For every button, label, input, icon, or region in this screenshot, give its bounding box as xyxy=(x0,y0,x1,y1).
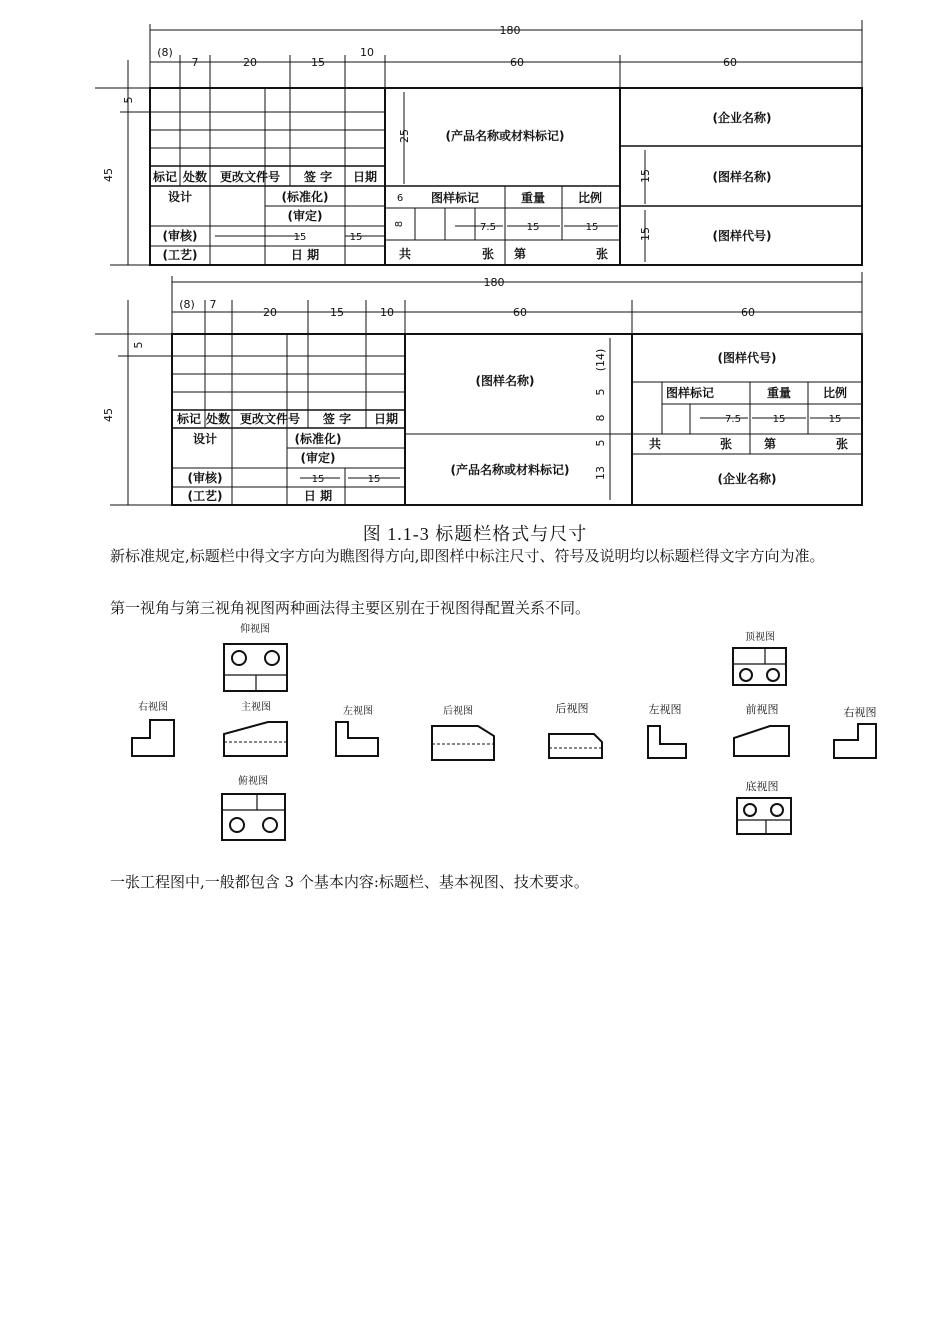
product-name-1: (产品名称或材料标记) xyxy=(445,129,565,143)
drawing-name-1: (图样名称) xyxy=(712,170,772,184)
dim-8-1: (8) xyxy=(157,46,173,59)
h-count-2: 处数 xyxy=(205,412,231,426)
dim-5-1: 5 xyxy=(122,96,135,104)
dim-60a-1: 60 xyxy=(510,56,524,69)
sheet-no-1: 第 xyxy=(513,247,527,261)
dim-15-2: 15 xyxy=(330,306,344,319)
r-review-2: (审核) xyxy=(187,471,223,485)
dim-m5b-2: 5 xyxy=(594,439,607,447)
dim-20-2: 20 xyxy=(263,306,277,319)
r-date-2: 日 期 xyxy=(303,489,333,503)
company-2: (企业名称) xyxy=(717,472,777,486)
paragraph-direction: 新标准规定,标题栏中得文字方向为瞧图得方向,即图样中标注尺寸、符号及说明均以标题栏得文字方向为准。 xyxy=(110,547,825,565)
sheet-total-1: 共 xyxy=(398,247,412,261)
r-design-2: 设计 xyxy=(192,432,218,446)
mark-label-1: 图样标记 xyxy=(430,191,480,205)
label-fa-left: 左视图 xyxy=(343,706,373,717)
sheet-total-2: 共 xyxy=(648,437,662,451)
h-sign-1: 签 字 xyxy=(303,170,333,184)
r-approve-1: (审定) xyxy=(287,209,323,223)
label-fa-top: 俯视图 xyxy=(238,776,268,787)
dim-5-2: 5 xyxy=(132,341,145,349)
dim-m15b-2: 15 xyxy=(828,414,842,425)
label-ta-bottom: 底视图 xyxy=(745,780,779,793)
dim-10-2: 10 xyxy=(380,306,394,319)
r-design-1: 设计 xyxy=(167,190,193,204)
dim-20-1: 20 xyxy=(243,56,257,69)
r-review-1: (审核) xyxy=(162,229,198,243)
paragraph-basics: 一张工程图中,一般都包含 3 个基本内容:标题栏、基本视图、技术要求。 xyxy=(110,873,589,891)
drawing-code-2: (图样代号) xyxy=(717,351,777,365)
r-craft-1: (工艺) xyxy=(162,248,198,262)
dim-60a-2: 60 xyxy=(513,306,527,319)
title-block-figure xyxy=(0,0,950,540)
h-sign-2: 签 字 xyxy=(322,412,352,426)
sheet-no-2: 第 xyxy=(763,437,777,451)
dim-25-1: 25 xyxy=(398,129,411,143)
weight-label-2: 重量 xyxy=(766,386,792,400)
label-ta-right: 右视图 xyxy=(843,706,877,719)
label-fa-right: 右视图 xyxy=(138,702,168,713)
r-craft-2: (工艺) xyxy=(187,489,223,503)
weight-label-1: 重量 xyxy=(520,191,546,205)
dim-60b-2: 60 xyxy=(741,306,755,319)
dim-60b-1: 60 xyxy=(723,56,737,69)
dim-r15a-1: 15 xyxy=(639,169,652,183)
r-approve-2: (审定) xyxy=(300,451,336,465)
dim-6-1: 6 xyxy=(396,193,404,204)
dim-8m-1: 8 xyxy=(394,220,405,228)
dim-7-2: 7 xyxy=(209,298,217,311)
scale-label-1: 比例 xyxy=(577,191,603,205)
dim-total-1: 180 xyxy=(499,24,521,37)
h-count-1: 处数 xyxy=(182,170,208,184)
r-std-2: (标准化) xyxy=(294,432,342,446)
dim-10-1: 10 xyxy=(360,46,374,59)
sheet-unit-b-1: 张 xyxy=(595,247,609,261)
product-name-2: (产品名称或材料标记) xyxy=(450,463,570,477)
h-change-2: 更改文件号 xyxy=(239,412,301,426)
r-std-1: (标准化) xyxy=(281,190,329,204)
scale-label-2: 比例 xyxy=(822,386,848,400)
dim-b15b-2: 15 xyxy=(367,474,381,485)
dim-45-2: 45 xyxy=(102,408,115,422)
dim-m5a-2: 5 xyxy=(594,388,607,396)
paragraph-angles: 第一视角与第三视角视图两种画法得主要区别在于视图得配置关系不同。 xyxy=(110,599,591,617)
label-ta-left: 左视图 xyxy=(648,703,682,716)
sheet-unit-a-2: 张 xyxy=(719,437,733,451)
h-date-2: 日期 xyxy=(373,412,399,426)
company-1: (企业名称) xyxy=(712,111,772,125)
drawing-code-1: (图样代号) xyxy=(712,229,772,243)
r-date-1: 日 期 xyxy=(290,248,320,262)
dim-m15a-2: 15 xyxy=(772,414,786,425)
dim-14-2: (14) xyxy=(594,348,607,372)
figure-caption: 图 1.1-3 标题栏格式与尺寸 xyxy=(362,524,588,544)
label-ta-front: 前视图 xyxy=(745,703,779,716)
sheet-unit-b-2: 张 xyxy=(835,437,849,451)
label-ta-top: 顶视图 xyxy=(745,632,775,643)
mark-label-2: 图样标记 xyxy=(665,386,715,400)
dim-8-2: (8) xyxy=(179,298,195,311)
dim-45-1: 45 xyxy=(102,168,115,182)
h-mark-2: 标记 xyxy=(176,412,202,426)
h-change-1: 更改文件号 xyxy=(219,170,281,184)
label-fa-front: 主视图 xyxy=(241,702,271,713)
sheet-unit-a-1: 张 xyxy=(481,247,495,261)
drawing-name-2: (图样名称) xyxy=(475,374,535,388)
dim-7-1: 7 xyxy=(191,56,199,69)
dim-75-1: 7.5 xyxy=(480,222,496,233)
projection-views-figure xyxy=(0,620,950,850)
label-fa-bottom: 仰视图 xyxy=(240,624,270,635)
dim-m15b-1: 15 xyxy=(585,222,599,233)
h-date-1: 日期 xyxy=(352,170,378,184)
dim-m15a-1: 15 xyxy=(526,222,540,233)
h-mark-1: 标记 xyxy=(152,170,178,184)
dim-75-2: 7.5 xyxy=(725,414,741,425)
dim-b15b-1: 15 xyxy=(349,232,363,243)
dim-m13-2: 13 xyxy=(594,466,607,480)
label-ta-rear: 后视图 xyxy=(555,702,589,715)
label-fa-rear: 后视图 xyxy=(443,706,473,717)
dim-total-2: 180 xyxy=(483,276,505,289)
dim-b15a-1: 15 xyxy=(293,232,307,243)
dim-r15b-1: 15 xyxy=(639,227,652,241)
dim-b15a-2: 15 xyxy=(311,474,325,485)
dim-15-1: 15 xyxy=(311,56,325,69)
dim-m8-2: 8 xyxy=(594,414,607,422)
